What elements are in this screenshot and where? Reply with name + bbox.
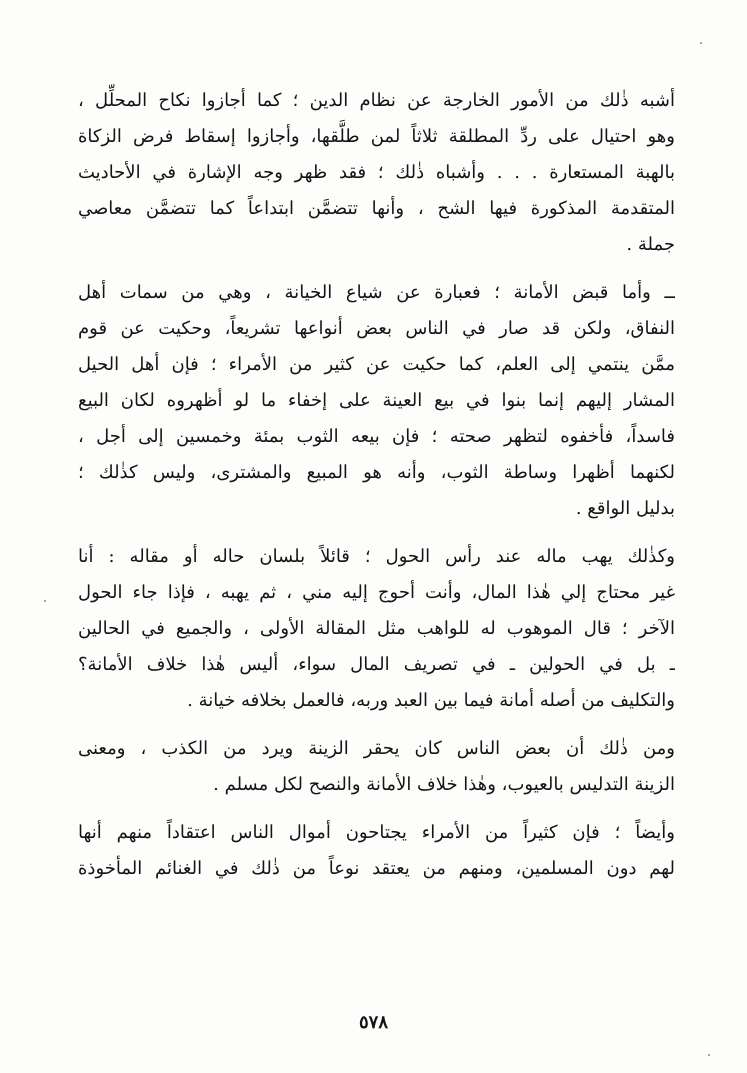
text-line: جملة . <box>626 234 675 255</box>
text-line: النفاق، ولكن قد صار في الناس بعض أنواعها تشريعاً، وحكيت عن قوم <box>78 318 675 339</box>
paragraph-1 <box>78 83 675 263</box>
paragraph-4 <box>78 731 675 803</box>
text-line: وكذٰلك يهب ماله عند رأس الحول ؛ قائلاً بلسان حاله أو مقاله : أنا <box>78 546 675 567</box>
text-line: الآخر ؛ قال الموهوب له للواهب مثل المقالة الأولى ، والجميع في الحالين <box>78 618 675 639</box>
scan-speck <box>708 1054 710 1056</box>
text-line: الزينة التدليس بالعيوب، وهٰذا خلاف الأمانة والنصح لكل مسلم . <box>213 774 675 795</box>
text-line: لكنهما أظهرا وساطة الثوب، وأنه هو المبيع والمشترى، وليس كذٰلك ؛ <box>78 462 675 483</box>
paragraph-5 <box>78 815 675 887</box>
text-line: ومن ذٰلك أن بعض الناس كان يحقر الزينة ويرد من الكذب ، ومعنى <box>78 738 675 759</box>
scan-speck <box>44 600 46 602</box>
text-line: ممَّن ينتمي إلى العلم، كما حكيت عن كثير من الأمراء ؛ فإن أهل الحيل <box>78 354 675 375</box>
text-line: بدليل الواقع . <box>575 498 675 519</box>
text-line: ــ وأما قبض الأمانة ؛ فعبارة عن شياع الخيانة ، وهي من سمات أهل <box>78 282 675 303</box>
text-line: بالهبة المستعارة . . . وأشباه ذٰلك ؛ فقد ظهر وجه الإشارة في الأحاديث <box>78 162 675 183</box>
body-text <box>78 83 675 899</box>
text-line: غير محتاج إلي هٰذا المال، وأنت أحوج إليه مني ، ثم يهبه ، فإذا جاء الحول <box>78 582 675 603</box>
text-line: المتقدمة المذكورة فيها الشح ، وأنها تتضمَّن ابتداعاً كما تتضمَّن معاصي <box>78 198 675 219</box>
text-line: فاسداً، فأخفوه لتظهر صحته ؛ فإن بيعه الثوب بمئة وخمسين إلى أجل ، <box>78 426 675 447</box>
text-line: المشار إليهم إنما بنوا في بيع العينة على إخفاء ما لو أظهروه لكان البيع <box>78 390 675 411</box>
text-line: وأيضاً ؛ فإن كثيراً من الأمراء يجتاحون أموال الناس اعتقاداً منهم أنها <box>78 822 675 843</box>
text-line: أشبه ذٰلك من الأمور الخارجة عن نظام الدين ؛ كما أجازوا نكاح المحلِّل ، <box>78 90 675 111</box>
text-line: ـ بل في الحولين ـ في تصريف المال سواء، أليس هٰذا خلاف الأمانة؟ <box>78 654 675 675</box>
text-line: وهو احتيال على ردِّ المطلقة ثلاثاً لمن طلَّقها، وأجازوا إسقاط فرض الزكاة <box>78 126 675 147</box>
scan-speck <box>700 42 702 44</box>
text-line: لهم دون المسلمين، ومنهم من يعتقد نوعاً من ذٰلك في الغنائم المأخوذة <box>78 858 675 879</box>
text-line: والتكليف من أصله أمانة فيما بين العبد وربه، فالعمل بخلافه خيانة . <box>187 690 675 711</box>
page-number: ٥٧٨ <box>358 1012 388 1033</box>
paragraph-2 <box>78 275 675 527</box>
paragraph-3 <box>78 539 675 719</box>
